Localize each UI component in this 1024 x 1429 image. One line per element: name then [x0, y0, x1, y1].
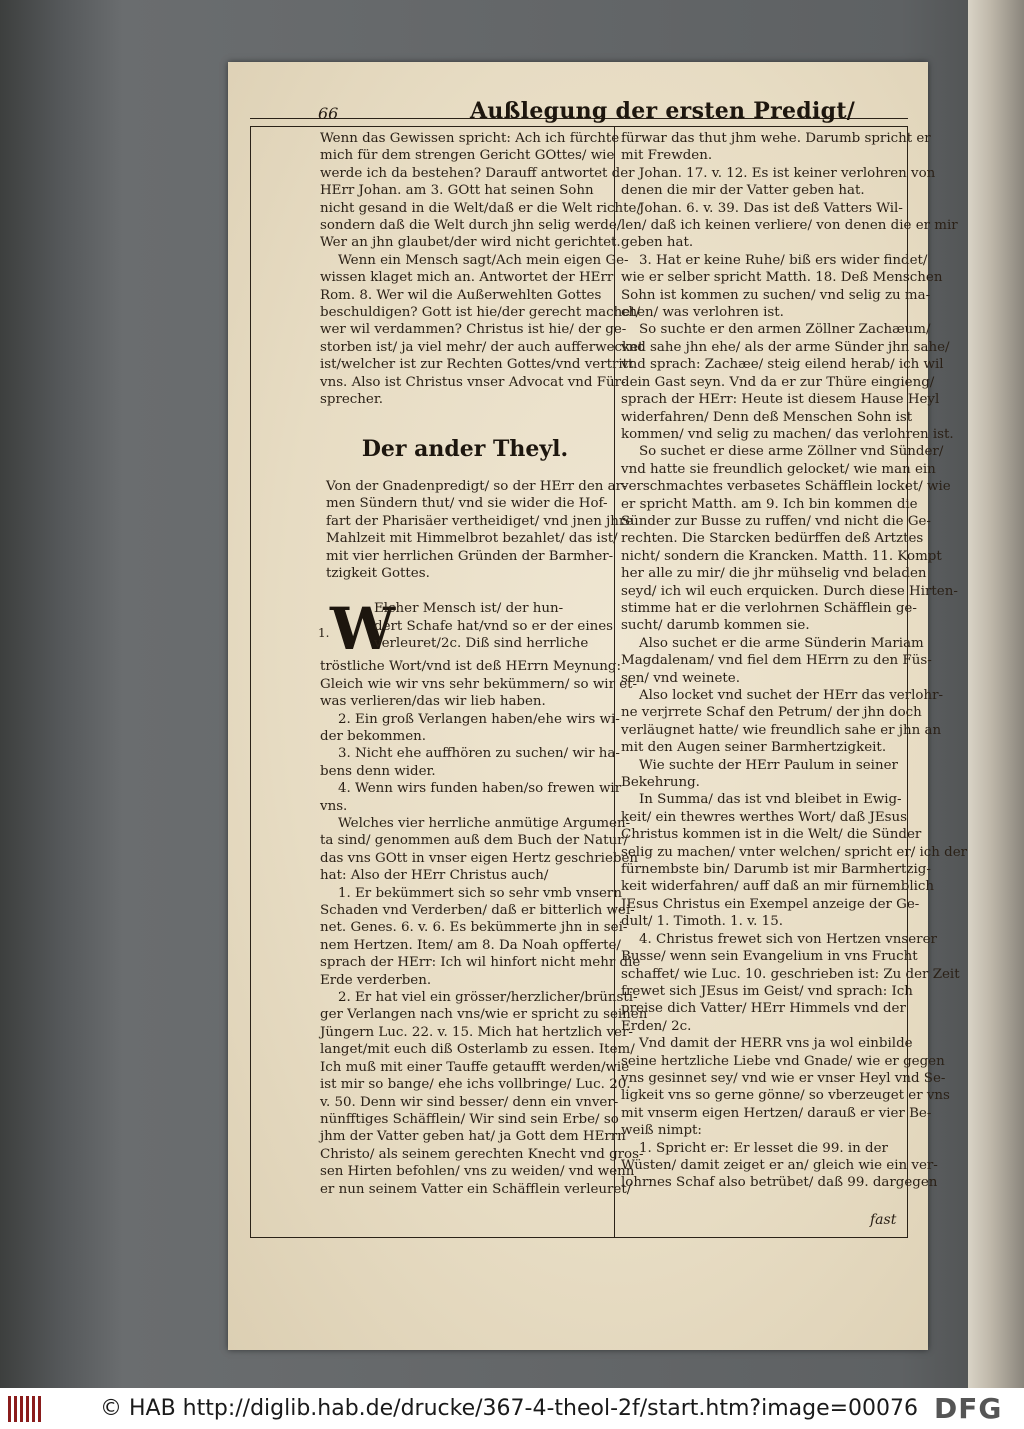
text-line: verleuret/2c. Diß sind herrliche	[374, 636, 589, 652]
text-line: jhm der Vatter geben hat/ ja Gott dem HErrn	[320, 1129, 626, 1145]
text-line: 1. Spricht er: Er lesset die 99. in der	[639, 1140, 888, 1156]
text-line: sondern daß die Welt durch jhn selig werde/	[320, 218, 622, 234]
text-line: dein Gast seyn. Vnd da er zur Thüre eingieng/	[621, 374, 935, 390]
text-line: Rom. 8. Wer wil die Außerwehlten Gottes	[320, 287, 602, 303]
text-line: Wie suchte der HErr Paulum in seiner	[639, 757, 898, 773]
text-line: wie er selber spricht Matth. 18. Deß Menschen	[621, 270, 943, 286]
text-line: wer wil verdammen? Christus ist hie/ der ge-	[320, 322, 627, 338]
text-line: v. 50. Denn wir sind besser/ denn ein vnver-	[320, 1094, 619, 1110]
section-summary	[320, 478, 634, 582]
footer-url[interactable]: © HAB http://diglib.hab.de/drucke/367-4-theol-2f/start.htm?image=00076	[100, 1396, 919, 1421]
text-line: Christus kommen ist in die Welt/ die Sünder	[621, 827, 922, 843]
text-line: Sohn ist kommen zu suchen/ vnd selig zu ma-	[621, 287, 931, 303]
text-line: dert Schafe hat/vnd so er der eines	[374, 618, 614, 634]
text-line: Sünder zur Busse zu ruffen/ vnd nicht die Ge-	[621, 513, 931, 529]
text-line: langet/mit euch diß Osterlamb zu essen. Item/	[320, 1042, 635, 1058]
text-line: Also locket vnd suchet der HErr das verlohr-	[639, 688, 943, 703]
margin-number: 1.	[318, 626, 330, 640]
text-line: nem Hertzen. Item/ am 8. Da Noah opfferte/	[320, 937, 621, 953]
text-line: vns.	[320, 798, 348, 814]
text-line: 2. Er hat viel ein grösser/herzlicher/brünsti-	[338, 990, 638, 1006]
text-line: mit Frewden.	[621, 148, 713, 164]
initial-paragraph	[320, 595, 614, 664]
text-line: seyd/ ich wil euch erquicken. Durch diese Hirten-	[621, 583, 958, 599]
text-line: preise dich Vatter/ HErr Himmels vnd der	[621, 1001, 906, 1017]
text-line: mit vier herrlichen Gründen der Barmher-	[326, 548, 614, 564]
text-line: frewet sich JEsus im Geist/ vnd sprach: Ich	[621, 983, 913, 999]
text-line: fart der Pharisäer vertheidiget/ vnd jnen jhre	[326, 513, 634, 529]
text-line: net. Genes. 6. v. 6. Es bekümmerte jhn in sei-	[320, 920, 628, 936]
text-line: sen/ vnd weinete.	[621, 670, 740, 686]
text-line: Vnd damit der HERR vns ja wol einbilde	[639, 1036, 913, 1052]
text-line: So suchet er diese arme Zöllner vnd Sünder/	[639, 444, 944, 460]
text-line: was verlieren/das wir lieb haben.	[320, 694, 546, 710]
text-line: Christo/ als seinem gerechten Knecht vnd gros-	[320, 1146, 644, 1162]
text-line: JEsus Christus ein Exempel anzeige der Ge-	[621, 896, 920, 912]
text-line: Wenn das Gewissen spricht: Ach ich fürchte	[320, 131, 620, 146]
text-line: 4. Christus frewet sich von Hertzen vnserer	[639, 931, 937, 947]
text-line: sprecher.	[320, 392, 384, 408]
text-line: HErr Johan. am 3. GOtt hat seinen Sohn	[320, 183, 594, 199]
text-line: wissen klaget mich an. Antwortet der HErr	[320, 270, 614, 286]
text-line: mich für dem strengen Gericht GOttes/ wie	[320, 148, 615, 164]
text-line: 4. Wenn wirs funden haben/so frewen wir	[338, 781, 622, 797]
text-line: er spricht Matth. am 9. Ich bin kommen die	[621, 496, 918, 512]
text-line: bens denn wider.	[320, 763, 436, 779]
text-line: ist/welcher ist zur Rechten Gottes/vnd vertritt	[320, 357, 634, 373]
text-line: tröstliche Wort/vnd ist deß HErrn Meynung:	[320, 659, 621, 675]
text-line: Erden/ 2c.	[621, 1018, 692, 1034]
text-line: sucht/ darumb kommen sie.	[621, 618, 810, 634]
text-line: stimme hat er die verlohrnen Schäfflein ge-	[621, 600, 917, 616]
footer-bar	[0, 1388, 1024, 1429]
left-column	[320, 130, 648, 1198]
text-line: Johan. 17. v. 12. Es ist keiner verlohren von	[639, 165, 936, 181]
running-title: Außlegung der ersten Predigt/	[470, 98, 856, 124]
adjacent-page-edge	[968, 0, 1024, 1388]
text-line: fürwar das thut jhm wehe. Darumb spricht er	[621, 131, 931, 146]
text-line: ist mir so bange/ ehe ichs vollbringe/ Luc. 20.	[320, 1077, 631, 1093]
text-line: Schaden vnd Verderben/ daß er bitterlich wei-	[320, 903, 635, 919]
text-line: So suchte er den armen Zöllner Zachæum/	[639, 322, 931, 338]
text-line: Wer an jhn glaubet/der wird nicht gerichtet.	[320, 235, 621, 251]
text-line: vnd sahe jhn ehe/ als der arme Sünder jhn sahe/	[621, 339, 950, 355]
text-line: geben hat.	[621, 235, 694, 251]
text-line: Johan. 6. v. 39. Das ist deß Vatters Wil-	[639, 200, 903, 216]
text-line: Welches vier herrliche anmütige Argumen-	[338, 816, 631, 831]
text-line: len/ daß ich keinen verliere/ von denen die er mir	[621, 218, 958, 234]
text-line: sen Hirten befohlen/ vns zu weiden/ vnd wenn	[320, 1164, 635, 1180]
dfg-logo: DFG	[934, 1392, 1003, 1425]
left-top-text	[320, 130, 644, 409]
library-logo-icon	[8, 1396, 44, 1422]
text-line: lohrnes Schaf also betrübet/ daß 99. dargegen	[621, 1175, 938, 1191]
right-body-text	[621, 130, 968, 1192]
text-line: nicht gesand in die Welt/daß er die Welt richte/	[320, 200, 641, 216]
text-line: beschuldigen? Gott ist hie/der gerecht machet/	[320, 305, 641, 321]
text-line: Wüsten/ damit zeiget er an/ gleich wie ein ver-	[621, 1157, 938, 1173]
text-line: der bekommen.	[320, 728, 427, 744]
text-line: Bekehrung.	[621, 775, 700, 791]
text-line: kommen/ vnd selig zu machen/ das verlohren ist.	[621, 426, 954, 442]
text-line: er nun seinem Vatter ein Schäfflein verleuret/	[320, 1181, 632, 1197]
text-line: tzigkeit Gottes.	[326, 565, 430, 581]
text-line: nünfftiges Schäfflein/ Wir sind sein Erbe/ so	[320, 1111, 619, 1127]
text-line: storben ist/ ja viel mehr/ der auch aufferwecket	[320, 339, 644, 355]
text-line: sprach der HErr: Ich wil hinfort nicht mehr die	[320, 955, 641, 971]
right-column	[621, 130, 968, 1192]
text-line: 2. Ein groß Verlangen haben/ehe wirs wi-	[338, 711, 620, 727]
text-line: werde ich da bestehen? Darauff antwortet der	[320, 165, 635, 181]
text-line: denen die mir der Vatter geben hat.	[621, 183, 865, 199]
text-line: keit/ ein thewres werthes Wort/ daß JEsus	[621, 809, 907, 825]
text-line: verläugnet hatte/ wie freundlich sahe er jhn an	[621, 722, 942, 738]
text-line: sprach der HErr: Heute ist diesem Hause Heyl	[621, 392, 940, 408]
text-line: Erde verderben.	[320, 972, 432, 988]
text-line: mit vnserm eigen Hertzen/ darauß er vier Be-	[621, 1105, 932, 1121]
text-line: das vns GOtt in vnser eigen Hertz geschrieben	[320, 850, 639, 866]
text-line: vnd hatte sie freundlich gelocket/ wie man ein	[621, 461, 936, 477]
text-line: nicht/ sondern die Krancken. Matth. 11. Kompt	[621, 548, 942, 564]
text-line: Busse/ wenn sein Evangelium in vns Frucht	[621, 949, 918, 965]
text-line: hat: Also der HErr Christus auch/	[320, 868, 549, 884]
initial-lines	[374, 600, 613, 658]
left-body-text	[320, 658, 648, 1198]
text-line: chen/ was verlohren ist.	[621, 305, 784, 321]
text-line: 1. Er bekümmert sich so sehr vmb vnsern	[338, 885, 622, 901]
text-line: ger Verlangen nach vns/wie er spricht zu seinen	[320, 1007, 648, 1023]
text-line: ne verjrrete Schaf den Petrum/ der jhn doch	[621, 705, 922, 721]
text-line: ta sind/ genommen auß dem Buch der Natur/	[320, 833, 628, 849]
text-line: rechten. Die Starcken bedürffen deß Artztes	[621, 531, 924, 547]
text-line: Von der Gnadenpredigt/ so der HErr den ar-	[326, 478, 627, 494]
text-line: Jüngern Luc. 22. v. 15. Mich hat hertzlich ver-	[320, 1024, 633, 1040]
text-line: Magdalenam/ vnd fiel dem HErrn zu den Füs-	[621, 653, 932, 669]
text-line: seine hertzliche Liebe vnd Gnade/ wie er gegen	[621, 1053, 945, 1069]
text-line: verschmachtes verbasetes Schäfflein locket/ wie	[621, 479, 951, 495]
text-line: Also suchet er die arme Sünderin Mariam	[639, 635, 924, 651]
text-line: ligkeit vns so gerne gönne/ so vberzeuget er vns	[621, 1088, 950, 1104]
text-line: 3. Hat er keine Ruhe/ biß ers wider findet/	[639, 252, 928, 268]
text-line: selig zu machen/ vnter welchen/ spricht er/ ich der	[621, 844, 968, 860]
text-line: dult/ 1. Timoth. 1. v. 15.	[621, 914, 783, 930]
text-line: Ich muß mit einer Tauffe getaufft werden/wie	[320, 1059, 630, 1075]
drop-initial: W	[330, 595, 396, 664]
text-line: vns. Also ist Christus vnser Advocat vnd Für-	[320, 374, 626, 390]
page-number: 66	[318, 104, 339, 123]
text-line: In Summa/ das ist vnd bleibet in Ewig-	[639, 792, 902, 808]
text-line: Wenn ein Mensch sagt/Ach mein eigen Ge-	[338, 252, 629, 268]
text-line: vns gesinnet sey/ vnd wie er vnser Heyl vnd Se-	[621, 1070, 946, 1086]
text-line: weiß nimpt:	[621, 1123, 702, 1139]
text-line: men Sündern thut/ vnd sie wider die Hof-	[326, 496, 608, 512]
text-line: schaffet/ wie Luc. 10. geschrieben ist: Zu der Zeit	[621, 966, 960, 982]
text-line: vnd sprach: Zachæe/ steig eilend herab/ ich wil	[621, 357, 944, 373]
text-line: mit den Augen seiner Barmhertzigkeit.	[621, 740, 887, 756]
text-line: widerfahren/ Denn deß Menschen Sohn ist	[621, 409, 913, 425]
text-line: Elcher Mensch ist/ der hun-	[374, 601, 564, 617]
text-line: 3. Nicht ehe auffhören zu suchen/ wir ha-	[338, 746, 620, 762]
text-line: Mahlzeit mit Himmelbrot bezahlet/ das ist/	[326, 531, 618, 547]
text-line: her alle zu mir/ die jhr mühselig vnd beladen	[621, 566, 927, 582]
section-heading: Der ander Theyl.	[361, 435, 569, 462]
text-line: Gleich wie wir vns sehr bekümmern/ so wir et-	[320, 676, 638, 692]
catchword: fast	[870, 1212, 897, 1228]
text-line: fürnembste bin/ Darumb ist mir Barmhertzig-	[621, 862, 931, 878]
text-line: keit widerfahren/ auff daß an mir fürnemblich	[621, 879, 935, 895]
